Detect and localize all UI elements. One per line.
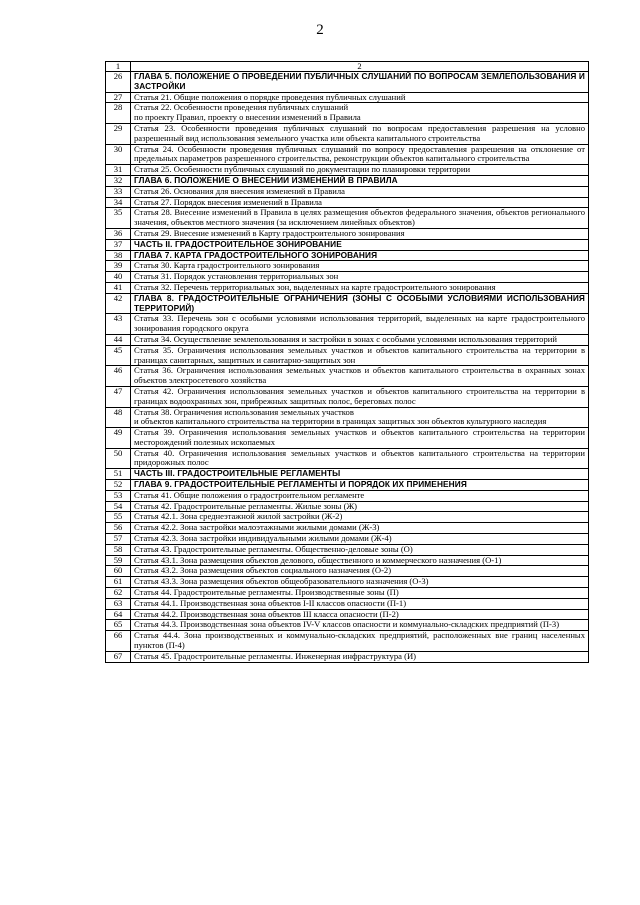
contents-table (105, 61, 589, 663)
row-number: 35 (106, 208, 131, 229)
table-row (106, 250, 589, 261)
article-title: Статья 43. Градостроительные регламенты. Общественно-деловые зоны (О) (131, 544, 589, 555)
table-row (106, 555, 589, 566)
row-number: 32 (106, 175, 131, 186)
table-header-row (106, 62, 589, 72)
row-number: 66 (106, 631, 131, 652)
row-number: 26 (106, 72, 131, 93)
article-title: Статья 42.3. Зона застройки индивидуальными жилыми домами (Ж-4) (131, 534, 589, 545)
row-number: 47 (106, 386, 131, 407)
article-title: Статья 45. Градостроительные регламенты. Инженерная инфраструктура (И) (131, 651, 589, 662)
section-heading: ЧАСТЬ II. ГРАДОСТРОИТЕЛЬНОЕ ЗОНИРОВАНИЕ (131, 239, 589, 250)
article-title: Статья 36. Ограничения использования земельных участков и объектов капитального строительства в охранных зонах объектов электросетевого хозяйства (131, 366, 589, 387)
table-row (106, 103, 589, 124)
row-number: 34 (106, 197, 131, 208)
column-header-number: 1 (106, 62, 131, 72)
article-title: Статья 41. Общие положения о градостроительном регламенте (131, 490, 589, 501)
article-title: Статья 21. Общие положения о порядке проведения публичных слушаний (131, 92, 589, 103)
article-title: Статья 43.2. Зона размещения объектов социального назначения (О-2) (131, 566, 589, 577)
row-number: 59 (106, 555, 131, 566)
article-title: Статья 25. Особенности публичных слушаний по документации по планировки территории (131, 165, 589, 176)
table-row (106, 197, 589, 208)
table-row (106, 620, 589, 631)
row-number: 54 (106, 501, 131, 512)
table-row (106, 186, 589, 197)
section-heading: ЧАСТЬ III. ГРАДОСТРОИТЕЛЬНЫЕ РЕГЛАМЕНТЫ (131, 469, 589, 480)
table-row (106, 208, 589, 229)
row-number: 46 (106, 366, 131, 387)
table-row (106, 334, 589, 345)
table-row (106, 651, 589, 662)
row-number: 56 (106, 523, 131, 534)
row-number: 63 (106, 598, 131, 609)
row-number: 30 (106, 144, 131, 165)
row-number: 42 (106, 293, 131, 314)
column-header-title: 2 (131, 62, 589, 72)
article-title: Статья 40. Ограничения использования земельных участков и объектов капитального строительства на территории придорожных полос (131, 448, 589, 469)
table-row (106, 345, 589, 366)
table-row (106, 609, 589, 620)
article-title: Статья 29. Внесение изменений в Карту градостроительного зонирования (131, 228, 589, 239)
article-title: Статья 44.2. Производственная зона объектов III класса опасности (П-2) (131, 609, 589, 620)
row-number: 44 (106, 334, 131, 345)
row-number: 43 (106, 314, 131, 335)
article-title: Статья 39. Ограничения использования земельных участков и объектов капитального строительства на территории месторождений полезных ископаемых (131, 428, 589, 449)
row-number: 62 (106, 588, 131, 599)
table-row (106, 631, 589, 652)
row-number: 52 (106, 480, 131, 491)
table-row (106, 165, 589, 176)
article-title: Статья 42. Ограничения использования земельных участков и объектов капитального строительства на территории в границах водоохранных зон, прибрежных защитных полос, береговых полос (131, 386, 589, 407)
row-number: 58 (106, 544, 131, 555)
article-title: Статья 43.1. Зона размещения объектов делового, общественного и коммерческого назначения (О-1) (131, 555, 589, 566)
table-row (106, 577, 589, 588)
table-row (106, 366, 589, 387)
section-heading: ГЛАВА 9. ГРАДОСТРОИТЕЛЬНЫЕ РЕГЛАМЕНТЫ И ПОРЯДОК ИХ ПРИМЕНЕНИЯ (131, 480, 589, 491)
article-title: Статья 42. Градостроительные регламенты. Жилые зоны (Ж) (131, 501, 589, 512)
row-number: 48 (106, 407, 131, 428)
row-number: 53 (106, 490, 131, 501)
table-row (106, 228, 589, 239)
article-title: Статья 27. Порядок внесения изменений в Правила (131, 197, 589, 208)
row-number: 38 (106, 250, 131, 261)
article-title: Статья 31. Порядок установления территориальных зон (131, 272, 589, 283)
table-row (106, 566, 589, 577)
table-row (106, 314, 589, 335)
article-title: Статья 35. Ограничения использования земельных участков и объектов капитального строительства на территории в границах санитарных, защитных и санитарно-защитных зон (131, 345, 589, 366)
row-number: 40 (106, 272, 131, 283)
table-row (106, 544, 589, 555)
table-row (106, 72, 589, 93)
article-title: Статья 23. Особенности проведения публичных слушаний по вопросам предоставления разрешения на условно разрешенный вид использования земельного участка или объекта капитального строительства (131, 123, 589, 144)
row-number: 49 (106, 428, 131, 449)
row-number: 67 (106, 651, 131, 662)
article-title: Статья 42.1. Зона среднеэтажной жилой застройки (Ж-2) (131, 512, 589, 523)
table-row (106, 144, 589, 165)
table-row (106, 469, 589, 480)
page-number: 2 (316, 22, 324, 38)
row-number: 61 (106, 577, 131, 588)
article-title: Статья 44.3. Производственная зона объектов IV-V классов опасности и коммунально-складских предприятий (П-3) (131, 620, 589, 631)
row-number: 27 (106, 92, 131, 103)
row-number: 33 (106, 186, 131, 197)
table-row (106, 386, 589, 407)
row-number: 60 (106, 566, 131, 577)
table-row (106, 123, 589, 144)
row-number: 37 (106, 239, 131, 250)
table-row (106, 448, 589, 469)
row-number: 51 (106, 469, 131, 480)
article-title: Статья 26. Основания для внесения изменений в Правила (131, 186, 589, 197)
row-number: 29 (106, 123, 131, 144)
table-row (106, 272, 589, 283)
article-title: Статья 32. Перечень территориальных зон, выделенных на карте градостроительного зонирования (131, 282, 589, 293)
article-title: Статья 38. Ограничения использования земельных участков и объектов капитального строительства на территории в границах защитных зон объектов культурного наследия (131, 407, 589, 428)
section-heading: ГЛАВА 8. ГРАДОСТРОИТЕЛЬНЫЕ ОГРАНИЧЕНИЯ (ЗОНЫ С ОСОБЫМИ УСЛОВИЯМИ ИСПОЛЬЗОВАНИЯ ТЕРРИТОРИЙ) (131, 293, 589, 314)
row-number: 28 (106, 103, 131, 124)
row-number: 65 (106, 620, 131, 631)
table-row (106, 92, 589, 103)
article-title: Статья 30. Карта градостроительного зонирования (131, 261, 589, 272)
row-number: 55 (106, 512, 131, 523)
section-heading: ГЛАВА 7. КАРТА ГРАДОСТРОИТЕЛЬНОГО ЗОНИРОВАНИЯ (131, 250, 589, 261)
table-row (106, 239, 589, 250)
row-number: 50 (106, 448, 131, 469)
article-title: Статья 34. Осуществление землепользования и застройки в зонах с особыми условиями использования территорий (131, 334, 589, 345)
row-number: 36 (106, 228, 131, 239)
table-row (106, 534, 589, 545)
table-row (106, 490, 589, 501)
table-row (106, 175, 589, 186)
article-title: Статья 43.3. Зона размещения объектов общеобразовательного назначения (О-3) (131, 577, 589, 588)
table-row (106, 598, 589, 609)
contents-rows (106, 72, 589, 663)
article-title: Статья 44.4. Зона производственных и коммунально-складских предприятий, расположенных вне границ населенных пунктов (П-4) (131, 631, 589, 652)
article-title: Статья 42.2. Зона застройки малоэтажными жилыми домами (Ж-3) (131, 523, 589, 534)
row-number: 45 (106, 345, 131, 366)
article-title: Статья 24. Особенности проведения публичных слушаний по вопросу предоставления разрешения на отклонение от предельных параметров разрешенного строительства, реконструкции объектов капитального строительства (131, 144, 589, 165)
table-row (106, 480, 589, 491)
table-row (106, 261, 589, 272)
article-title: Статья 28. Внесение изменений в Правила в целях размещения объектов федерального значения, объектов регионального значения, объектов местного значения (за исключением линейных объектов) (131, 208, 589, 229)
article-title: Статья 44.1. Производственная зона объектов I-II классов опасности (П-1) (131, 598, 589, 609)
row-number: 41 (106, 282, 131, 293)
table-row (106, 428, 589, 449)
table-row (106, 293, 589, 314)
article-title: Статья 44. Градостроительные регламенты. Производственные зоны (П) (131, 588, 589, 599)
article-title: Статья 33. Перечень зон с особыми условиями использования территорий, выделенных на карте градостроительного зонирования городского округа (131, 314, 589, 335)
article-title: Статья 22. Особенности проведения публичных слушаний по проекту Правил, проекту о внесении изменений в Правила (131, 103, 589, 124)
table-row (106, 512, 589, 523)
table-row (106, 407, 589, 428)
table-row (106, 282, 589, 293)
section-heading: ГЛАВА 6. ПОЛОЖЕНИЕ О ВНЕСЕНИИ ИЗМЕНЕНИЙ В ПРАВИЛА (131, 175, 589, 186)
table-row (106, 588, 589, 599)
row-number: 64 (106, 609, 131, 620)
table-row (106, 501, 589, 512)
row-number: 31 (106, 165, 131, 176)
table-row (106, 523, 589, 534)
row-number: 57 (106, 534, 131, 545)
section-heading: ГЛАВА 5. ПОЛОЖЕНИЕ О ПРОВЕДЕНИИ ПУБЛИЧНЫХ СЛУШАНИЙ ПО ВОПРОСАМ ЗЕМЛЕПОЛЬЗОВАНИЯ И ЗАСТРОЙКИ (131, 72, 589, 93)
row-number: 39 (106, 261, 131, 272)
